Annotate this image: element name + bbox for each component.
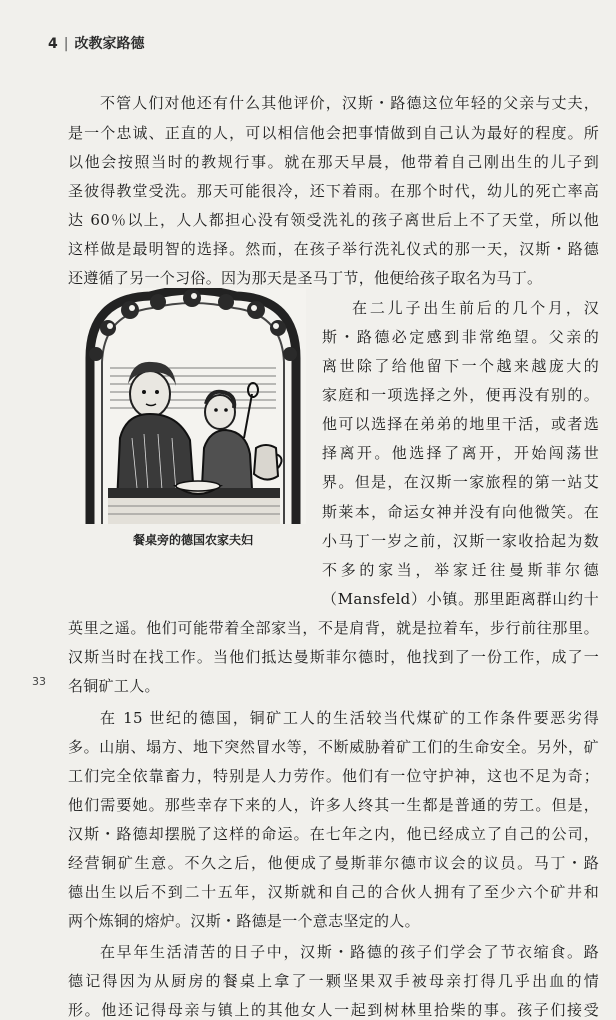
- body-text-line: 多。山崩、塌方、地下突然冒水等，不断威胁着矿工们的生命安全。另外，矿: [68, 738, 599, 756]
- body-text-line: （Mansfeld）小镇。那里距离群山约十: [322, 590, 599, 608]
- body-text-line: 德出生以后不到二十五年，汉斯就和自己的合伙人拥有了至少六个矿井和: [68, 883, 599, 901]
- body-text-line: 不管人们对他还有什么其他评价，汉斯・路德这位年轻的父亲与丈夫，: [100, 94, 599, 112]
- body-text-line: 以他会按照当时的教规行事。就在那天早晨，他带着自己刚出生的儿子到: [68, 153, 599, 171]
- body-text-line: 择离开。他选择了离开，开始闯荡世: [322, 444, 599, 462]
- body-text-line: 形。他还记得母亲与镇上的其他女人一起到树林里拾柴的事。孩子们接受: [68, 1001, 599, 1019]
- peasant-couple-image: [80, 288, 306, 524]
- body-text-line: 圣彼得教堂受洗。那天可能很冷，还下着雨。在那个时代，幼儿的死亡率高: [68, 182, 599, 200]
- body-text-line: 小马丁一岁之前，汉斯一家收拾起为数: [322, 532, 599, 550]
- body-text-line: 家庭和一项选择之外，便再没有别的。: [322, 386, 599, 404]
- body-text-line: 经营铜矿生意。不久之后，他便成了曼斯菲尔德市议会的议员。马丁・路: [68, 854, 599, 872]
- body-text-line: 在二儿子出生前后的几个月，汉: [352, 299, 599, 317]
- page-number: 4: [48, 36, 58, 52]
- body-text-line: 名铜矿工人。: [68, 677, 160, 695]
- body-text-line: 他们需要她。那些幸存下来的人，许多人终其一生都是普通的劳工。但是，: [68, 796, 599, 814]
- body-text-line: 在 15 世纪的德国，铜矿工人的生活较当代煤矿的工作条件要恶劣得: [100, 709, 599, 727]
- margin-page-number: 33: [32, 675, 46, 688]
- body-text-line: 工们完全依靠畜力，特别是人力劳作。他们有一位守护神，这也不足为奇；: [68, 767, 599, 785]
- body-text-line: 斯莱本，命运女神并没有向他微笑。在: [322, 503, 599, 521]
- body-text-line: 两个炼铜的熔炉。汉斯・路德是一个意志坚定的人。: [68, 912, 420, 930]
- body-text-line: 斯・路德必定感到非常绝望。父亲的: [322, 328, 599, 346]
- woodcut-illustration: [80, 288, 306, 524]
- body-text-line: 不多的家当，举家迁往曼斯菲尔德: [322, 561, 599, 579]
- body-text-line: 汉斯当时在找工作。当他们抵达曼斯菲尔德时，他找到了一份工作，成了一: [68, 648, 599, 666]
- body-text-line: 是一个忠诚、正直的人，可以相信他会把事情做到自己认为最好的程度。所: [68, 124, 599, 142]
- figure-caption: 餐桌旁的德国农家夫妇: [132, 533, 253, 547]
- body-text-line: 汉斯・路德却摆脱了这样的命运。在七年之内，他已经成立了自己的公司，: [68, 825, 599, 843]
- body-text-line: 在早年生活清苦的日子中，汉斯・路德的孩子们学会了节衣缩食。路: [100, 943, 599, 961]
- body-text-line: 他可以选择在弟弟的地里干活，或者选: [322, 415, 599, 433]
- running-header: [48, 33, 144, 53]
- body-text-line: 还遵循了另一个习俗。因为那天是圣马丁节，他便给孩子取名为马丁。: [68, 269, 543, 287]
- body-text-line: 英里之遥。他们可能带着全部家当，不是肩背，就是拉着车，步行前往那里。: [68, 619, 599, 637]
- header-separator: |: [63, 36, 69, 52]
- body-text-line: 这样做是最明智的选择。然而，在孩子举行洗礼仪式的那一天，汉斯・路德: [68, 240, 599, 258]
- body-text-line: 离世除了给他留下一个越来越庞大的: [322, 357, 599, 375]
- body-text-line: 达 60％以上，人人都担心没有领受洗礼的孩子离世后上不了天堂，所以他: [68, 211, 599, 229]
- book-title: 改教家路德: [74, 36, 145, 52]
- body-text-line: 德记得因为从厨房的餐桌上拿了一颗坚果双手被母亲打得几乎出血的情: [68, 972, 599, 990]
- body-text-line: 界。但是，在汉斯一家旅程的第一站艾: [322, 473, 599, 491]
